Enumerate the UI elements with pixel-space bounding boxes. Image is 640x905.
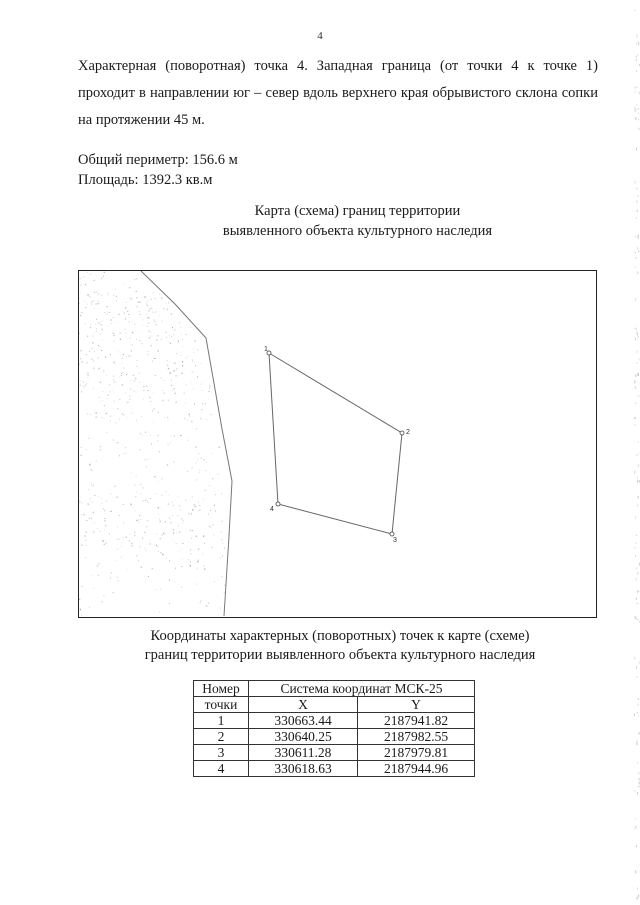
page-number: 4 (317, 30, 323, 42)
table-row (194, 745, 475, 761)
map-title-line1: Карта (схема) границ территории (254, 203, 461, 219)
point-2-marker (400, 431, 404, 435)
boundary-description: Характерная (поворотная) точка 4. Западная граница (от точки 4 к точке 1) проходит в направлении юг – север вдоль верхнего края обрывистого склона сопки на протяжении 45 м. (78, 58, 598, 128)
map-canvas (79, 271, 595, 616)
scan-edge-noise (634, 0, 640, 905)
point-4-label: 4 (270, 506, 274, 513)
vegetation-texture (79, 272, 225, 616)
coords-title-line1: Координаты характерных (поворотных) точек к карте (схеме) (150, 628, 530, 644)
header-y: Y (358, 697, 475, 713)
row-number: 1 (194, 713, 249, 729)
row-x: 330618.63 (249, 761, 358, 777)
table-row (194, 729, 475, 745)
point-3-marker (390, 532, 394, 536)
stats-block (78, 150, 238, 190)
coords-title-line2: границ территории выявленного объекта культурного наследия (144, 647, 536, 663)
row-y: 2187944.96 (358, 761, 475, 777)
coordinates-table (193, 680, 475, 777)
point-4-marker (276, 502, 280, 506)
coords-title (0, 627, 640, 665)
area-text: Площадь: 1392.3 кв.м (78, 172, 213, 188)
row-y: 2187941.82 (358, 713, 475, 729)
territory-boundary (269, 353, 402, 534)
table-header-row (194, 681, 475, 697)
point-1-label: 1 (264, 346, 268, 353)
row-x: 330663.44 (249, 713, 358, 729)
row-x: 330640.25 (249, 729, 358, 745)
header-x: X (249, 697, 358, 713)
perimeter-text: Общий периметр: 156.6 м (78, 152, 238, 168)
table-row (194, 713, 475, 729)
map-title-line2: выявленного объекта культурного наследия (222, 223, 493, 239)
table-row (194, 761, 475, 777)
row-number: 3 (194, 745, 249, 761)
point-2-label: 2 (406, 429, 410, 436)
row-x: 330611.28 (249, 745, 358, 761)
row-number: 2 (194, 729, 249, 745)
header-number: Номер (194, 681, 249, 697)
slope-edge-line (141, 271, 232, 616)
boundary-map (78, 270, 597, 618)
header-point: точки (194, 697, 249, 713)
map-title (0, 201, 640, 241)
table-subheader-row (194, 697, 475, 713)
row-number: 4 (194, 761, 249, 777)
header-system: Система координат МСК-25 (249, 681, 475, 697)
row-y: 2187982.55 (358, 729, 475, 745)
row-y: 2187979.81 (358, 745, 475, 761)
point-3-label: 3 (393, 537, 397, 544)
